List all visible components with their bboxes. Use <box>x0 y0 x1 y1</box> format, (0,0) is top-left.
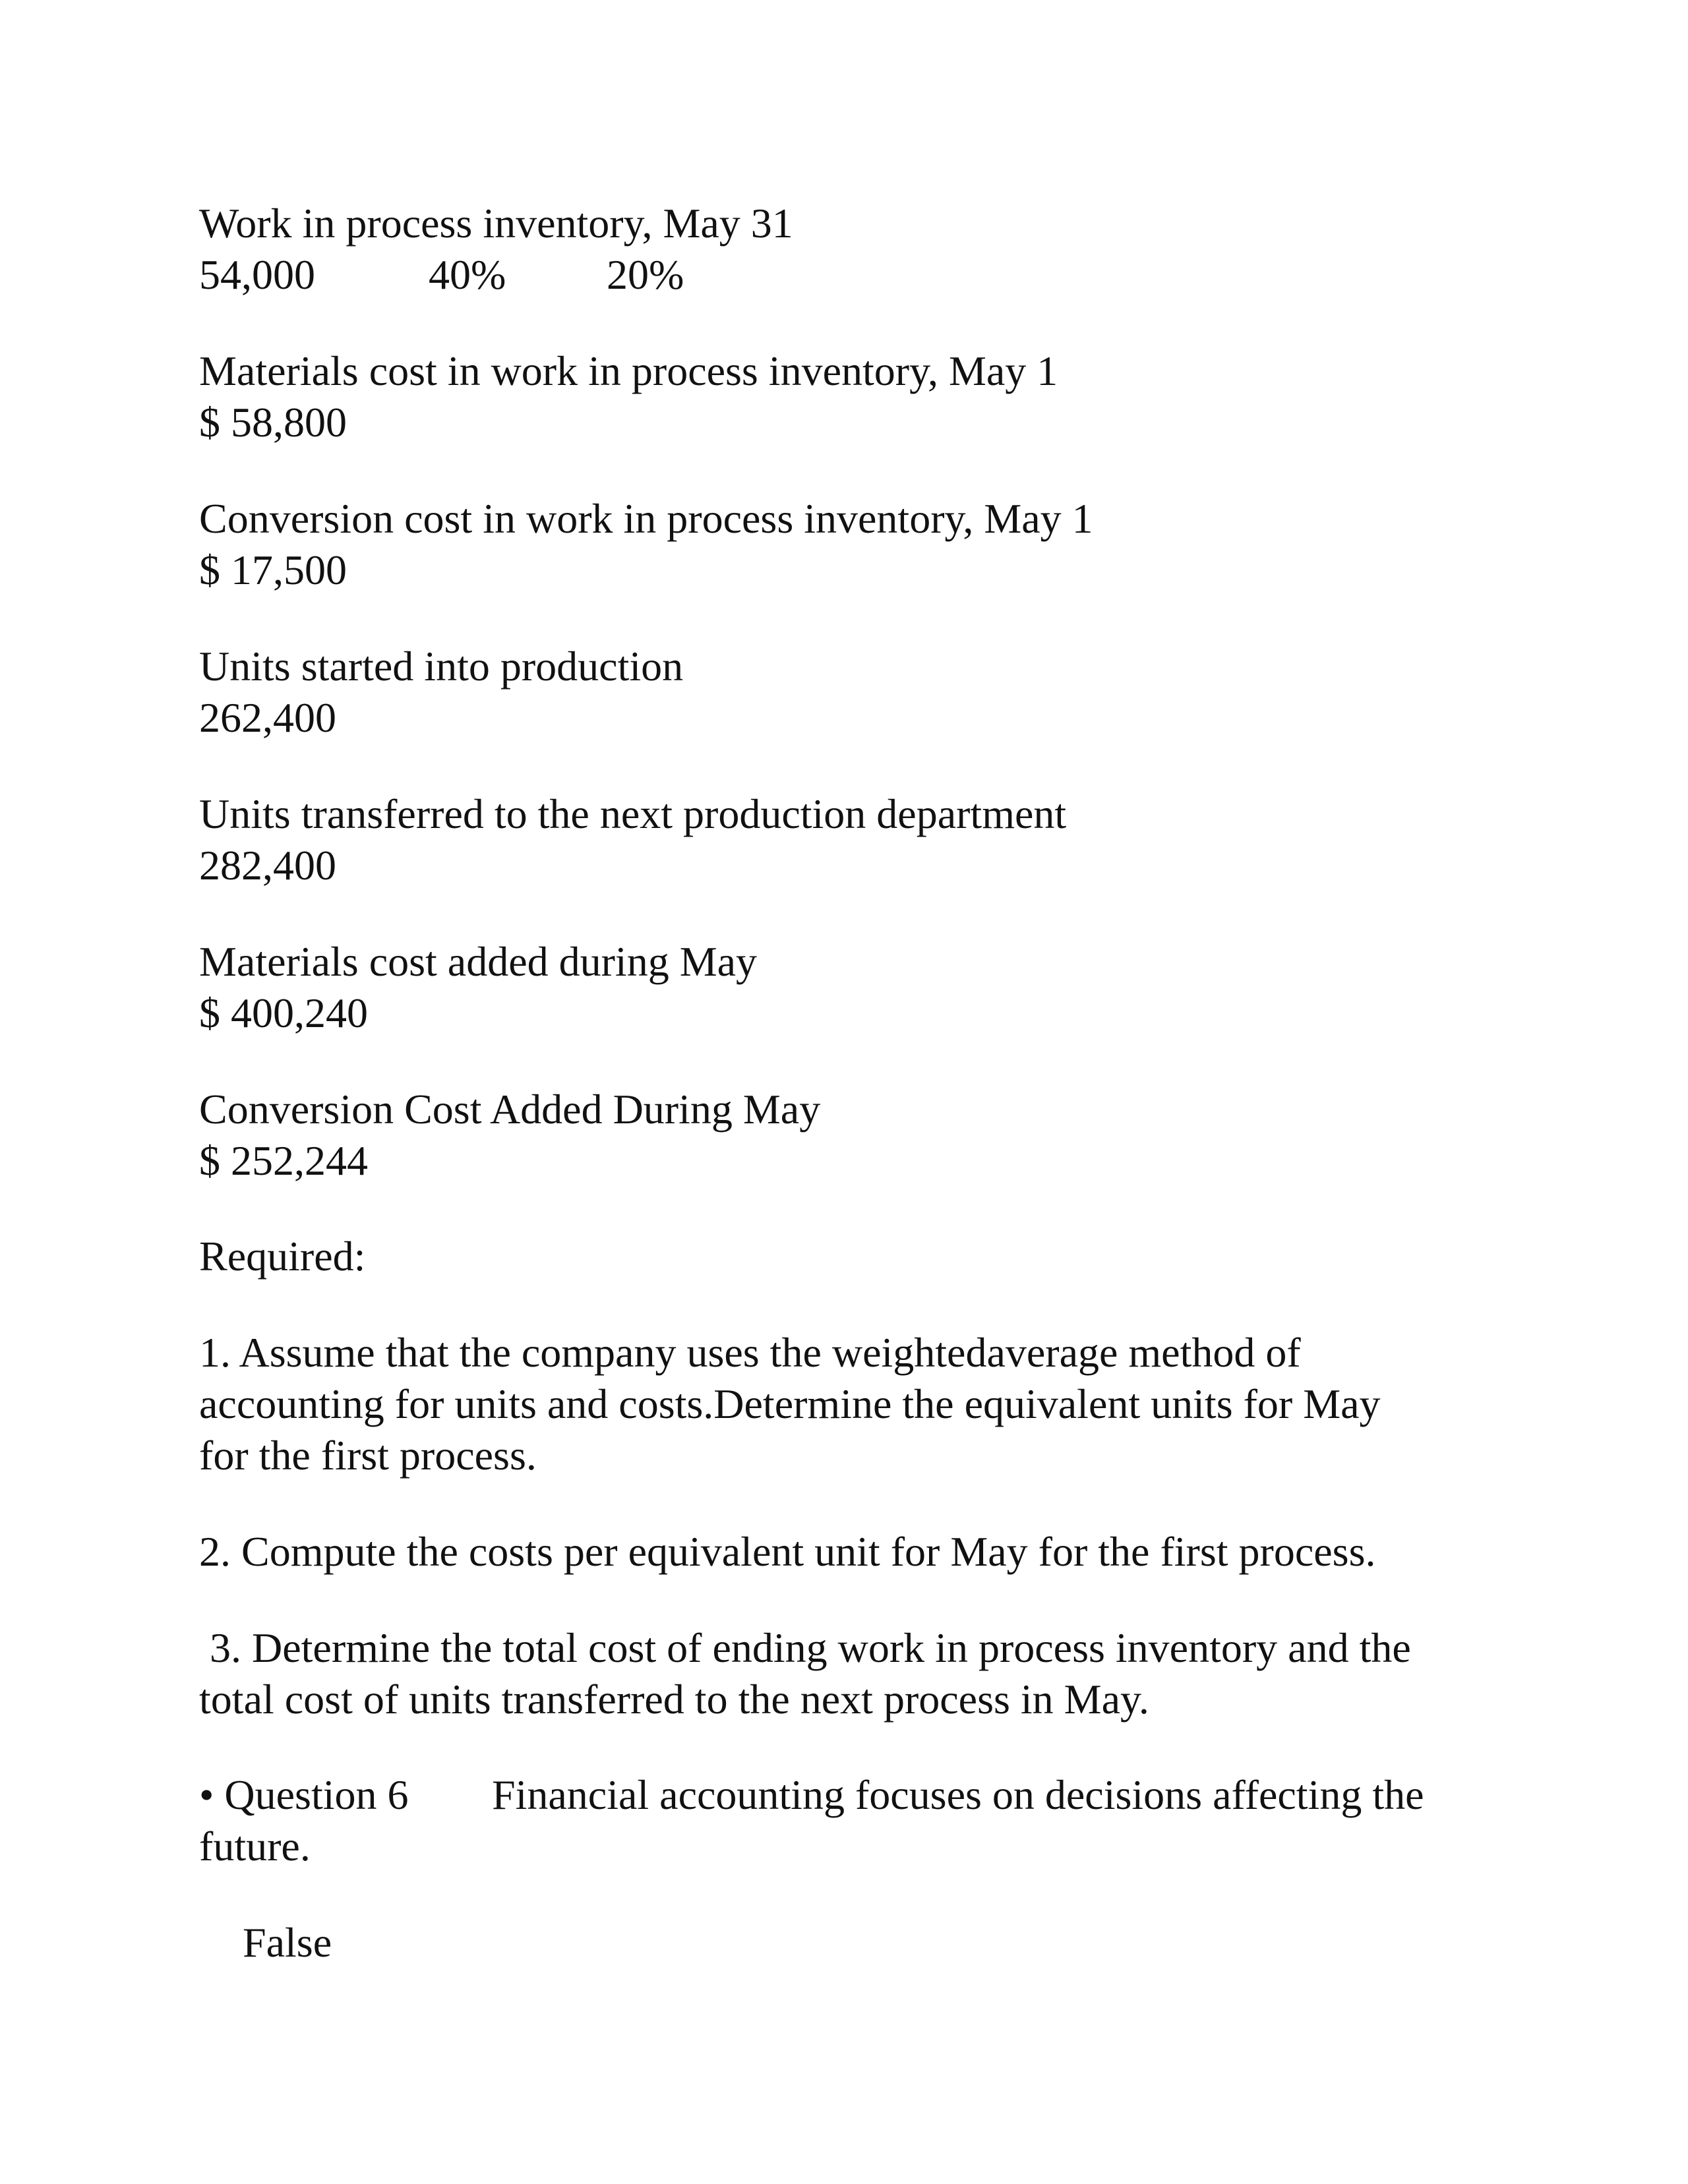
wip-end-label: Work in process inventory, May 31 <box>199 200 793 247</box>
units-started-value: 262,400 <box>199 694 336 741</box>
conversion-wip-label: Conversion cost in work in process inventory, May 1 <box>199 495 1093 542</box>
question-6-text: Financial accounting focuses on decisions affecting the <box>492 1771 1424 1818</box>
units-transferred-value: 282,400 <box>199 842 336 889</box>
requirement-2: 2. Compute the costs per equivalent unit for May for the first process. <box>199 1528 1376 1575</box>
units-started-label: Units started into production <box>199 643 684 690</box>
conversion-added-label: Conversion Cost Added During May <box>199 1086 821 1133</box>
requirement-1-line-2: accounting for units and costs.Determine the equivalent units for May <box>199 1380 1381 1427</box>
required-heading: Required: <box>199 1233 366 1280</box>
wip-end-conversion-pct: 20% <box>607 251 684 298</box>
units-transferred-label: Units transferred to the next production department <box>199 790 1067 837</box>
requirement-3-line-1: 3. Determine the total cost of ending work in process inventory and the <box>199 1624 1411 1671</box>
materials-wip-value: $ 58,800 <box>199 399 347 446</box>
question-6-label: • Question 6 <box>199 1771 409 1818</box>
materials-added-value: $ 400,240 <box>199 989 368 1036</box>
materials-wip-label: Materials cost in work in process inventory, May 1 <box>199 347 1058 394</box>
requirement-1-line-3: for the first process. <box>199 1432 537 1479</box>
requirement-3-line-2: total cost of units transferred to the next process in May. <box>199 1676 1149 1723</box>
conversion-added-value: $ 252,244 <box>199 1137 368 1184</box>
wip-end-units: 54,000 <box>199 251 315 298</box>
requirement-1-line-1: 1. Assume that the company uses the weightedaverage method of <box>199 1329 1301 1376</box>
conversion-wip-value: $ 17,500 <box>199 546 347 593</box>
question-6-text-continued: future. <box>199 1823 311 1870</box>
wip-end-materials-pct: 40% <box>429 251 506 298</box>
materials-added-label: Materials cost added during May <box>199 938 757 985</box>
answer-option-false: False <box>243 1919 332 1966</box>
